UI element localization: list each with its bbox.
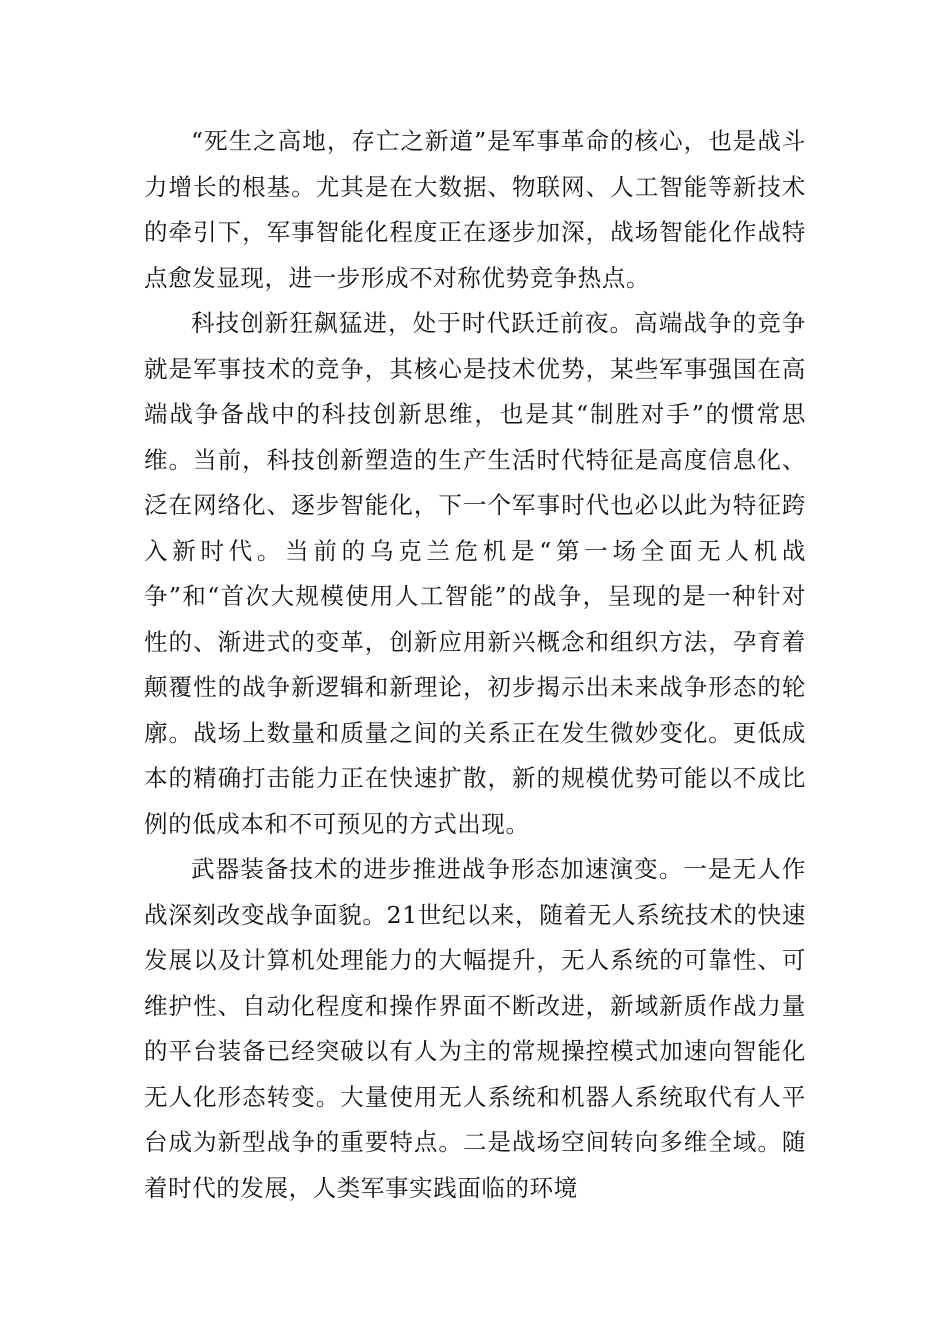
paragraph-2: 科技创新狂飙猛进，处于时代跃迁前夜。高端战争的竞争就是军事技术的竞争，其核心是技术优势，某些军事强国在高端战争备战中的科技创新思维，也是其“制胜对手”的惯常思维。当前，科技创新塑造的生产生活时代特征是高度信息化、泛在网络化、逐步智能化，下一个军事时代也必以此为特征跨入新时代。当前的乌克兰危机是“第一场全面无人机战争”和“首次大规模使用人工智能”的战争，呈现的是一种针对性的、渐进式的变革，创新应用新兴概念和组织方法，孕育着颠覆性的战争新逻辑和新理论，初步揭示出未来战争形态的轮廓。战场上数量和质量之间的关系正在发生微妙变化。更低成本的精确打击能力正在快速扩散，新的规模优势可能以不成比例的低成本和不可预见的方式出现。 <box>144 309 806 838</box>
paragraph-3: 武器装备技术的进步推进战争形态加速演变。一是无人作战深刻改变战争面貌。21世纪以来，随着无人系统技术的快速发展以及计算机处理能力的大幅提升，无人系统的可靠性、可维护性、自动化程度和操作界面不断改进，新域新质作战力量的平台装备已经突破以有人为主的常规操控模式加速向智能化无人化形态转变。大量使用无人系统和机器人系统取代有人平台成为新型战争的重要特点。二是战场空间转向多维全域。随着时代的发展，人类军事实践面临的环境 <box>144 855 806 1202</box>
body-text <box>144 119 806 1211</box>
paragraph-1: “死生之高地，存亡之新道”是军事革命的核心，也是战斗力增长的根基。尤其是在大数据、物联网、人工智能等新技术的牵引下，军事智能化程度正在逐步加深，战场智能化作战特点愈发显现，进一步形成不对称优势竞争热点。 <box>144 127 806 292</box>
